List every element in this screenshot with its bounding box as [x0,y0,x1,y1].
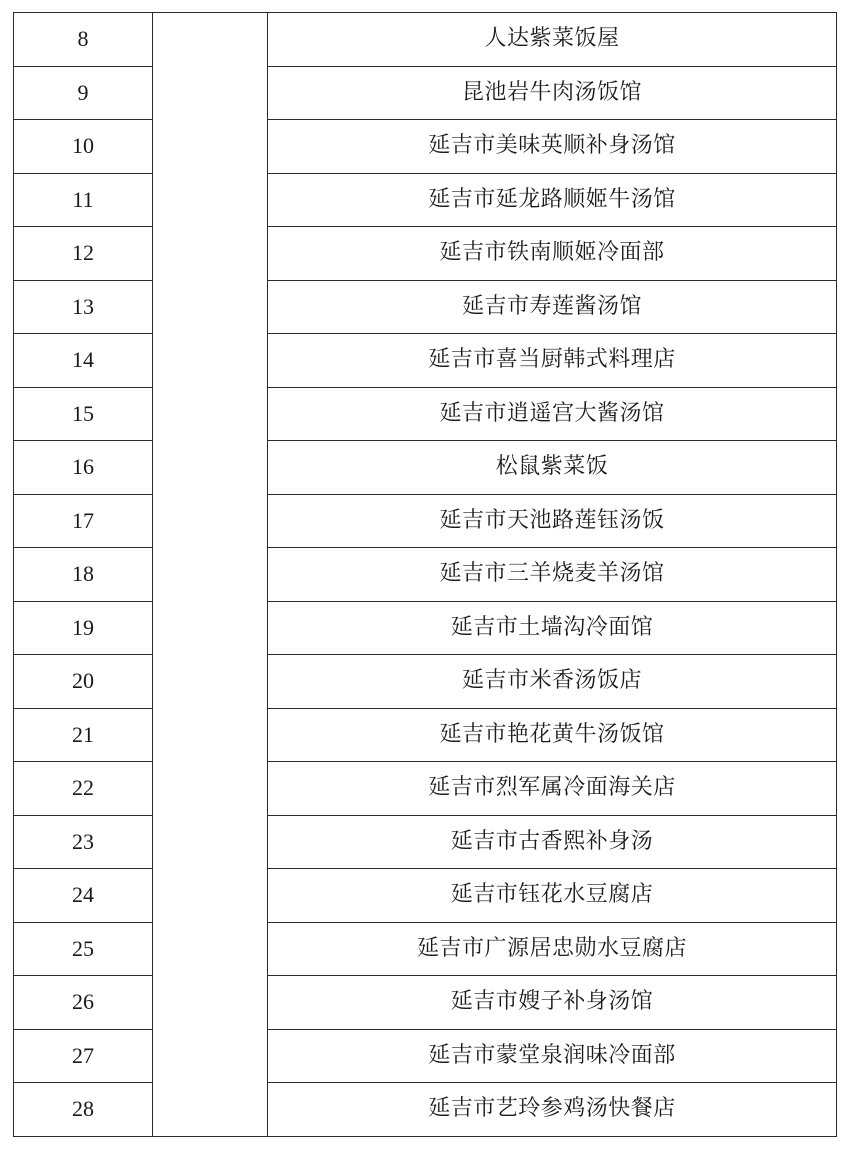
table-row [14,13,837,67]
row-number: 9 [14,66,153,120]
row-number: 11 [14,173,153,227]
row-number: 16 [14,441,153,495]
row-number: 15 [14,387,153,441]
restaurant-name: 人达紫菜饭屋 [268,13,837,67]
table-row [14,548,837,602]
restaurant-name: 延吉市寿莲酱汤馆 [268,280,837,334]
row-number: 20 [14,655,153,709]
table-row [14,120,837,174]
restaurant-name: 延吉市古香熙补身汤 [268,815,837,869]
table-row [14,387,837,441]
restaurant-name: 延吉市米香汤饭店 [268,655,837,709]
table-row [14,334,837,388]
restaurant-name: 延吉市钰花水豆腐店 [268,869,837,923]
row-number: 21 [14,708,153,762]
row-number: 19 [14,601,153,655]
restaurant-name: 延吉市艳花黄牛汤饭馆 [268,708,837,762]
table-row [14,227,837,281]
table-row [14,1029,837,1083]
row-number: 27 [14,1029,153,1083]
row-number: 22 [14,762,153,816]
table-row [14,922,837,976]
table-row [14,494,837,548]
row-number: 10 [14,120,153,174]
restaurant-name: 延吉市艺玲参鸡汤快餐店 [268,1083,837,1137]
table-row [14,441,837,495]
table-row [14,601,837,655]
row-number: 23 [14,815,153,869]
table-row [14,976,837,1030]
row-number: 12 [14,227,153,281]
restaurant-name: 延吉市天池路莲钰汤饭 [268,494,837,548]
row-number: 17 [14,494,153,548]
restaurant-name: 松鼠紫菜饭 [268,441,837,495]
restaurant-name: 延吉市延龙路顺姬牛汤馆 [268,173,837,227]
restaurant-name: 延吉市三羊烧麦羊汤馆 [268,548,837,602]
restaurant-name: 延吉市蒙堂泉润味冷面部 [268,1029,837,1083]
restaurant-name: 延吉市广源居忠勋水豆腐店 [268,922,837,976]
restaurant-name: 延吉市逍遥宫大酱汤馆 [268,387,837,441]
row-number: 18 [14,548,153,602]
row-number: 8 [14,13,153,67]
table-row [14,708,837,762]
row-number: 25 [14,922,153,976]
row-number: 26 [14,976,153,1030]
table-row [14,815,837,869]
row-number: 13 [14,280,153,334]
restaurant-name: 延吉市嫂子补身汤馆 [268,976,837,1030]
restaurant-name: 延吉市土墙沟冷面馆 [268,601,837,655]
restaurant-table-body [14,13,837,1137]
restaurant-name: 延吉市烈军属冷面海关店 [268,762,837,816]
restaurant-name: 延吉市铁南顺姬冷面部 [268,227,837,281]
table-row [14,869,837,923]
table-row [14,1083,837,1137]
merged-blank-cell [153,13,268,1137]
row-number: 24 [14,869,153,923]
table-row [14,173,837,227]
table-row [14,66,837,120]
table-row [14,762,837,816]
table-row [14,280,837,334]
row-number: 28 [14,1083,153,1137]
restaurant-name: 延吉市喜当厨韩式料理店 [268,334,837,388]
restaurant-name: 昆池岩牛肉汤饭馆 [268,66,837,120]
table-row [14,655,837,709]
restaurant-table-wrapper [13,12,837,1137]
restaurant-table [13,12,837,1137]
row-number: 14 [14,334,153,388]
restaurant-name: 延吉市美味英顺补身汤馆 [268,120,837,174]
